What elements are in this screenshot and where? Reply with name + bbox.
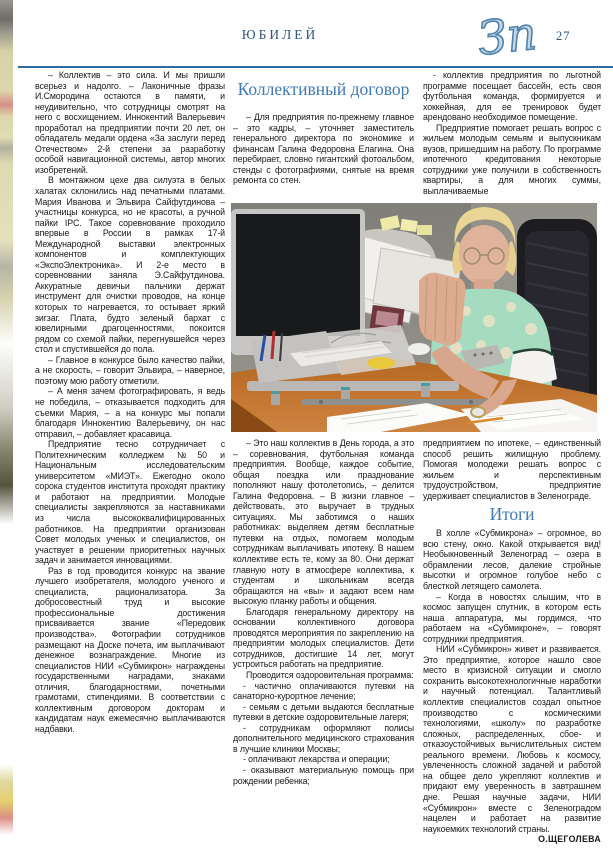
list-item: - сотрудникам оформляют полисы дополнительного медицинского страхования в лучшие клиники Москвы; xyxy=(233,722,414,754)
paragraph: – Это наш коллектив в День города, а это – соревнования, футбольная команда предприятия. Вообще, каждое событие, общая поездка или празднование пополняют нашу фотолетопись, – делится Галина Федоровна. – В жизни главное – действовать, это выручает в трудных ситуациях. Мы заботимся о наших работниках: выделяем детям бесплатные путевки на отдых, помогаем молодым сотрудникам выплачивать ипотеку. В нашем коллективе есть те, кому за 80. Они держат главную ноту в атмосфере коллектива, к студентам и школьникам всегда обращаются на «вы» и задают всем нам высокую планку работы и общения. xyxy=(233,438,414,607)
paragraph: – Когда в новостях слышим, что в космос запущен спутник, в котором есть наша аппаратура, мы гордимся, что работаем на «Субмикроне», – говорят сотрудники предприятия. xyxy=(423,591,601,644)
paragraph: В холле «Субмикрона» – огромное, во всю стену, окно. Какой открывается вид! Необыкновенный Зеленоград – озера в обрамлении лесов, далекие стройные высотки и огромное голубое небо с блесткой летящего самолета. xyxy=(423,528,601,592)
byline: О.ЩЕГОЛЕВА xyxy=(538,834,601,845)
paragraph: В монтажном цехе два силуэта в белых халатах склонились над печатными платами. Мария Иванова и Эльвира Сайфутдинова – участницы конкурса, но не красоты, а ручной пайки IPC. Такое соревнование проходило впервые в России в рамках 17-й Международной выставки электронных компонентов и комплектующих «ЭкспоЭлектроника». И 2-е место в соревновании заняла Э.Сайфутдинова. Аккуратные девичьи пальчики держат инструмент для очистки проводов, на конце которых то нагревается, то остывает яркий зигзаг. Плата, будто зеленый бархат с ювелирными драгоценностями, покоится рядом со схемой пайки, перегнувшейся через стол и спустившейся до пола. xyxy=(35,175,225,355)
paragraph: Проводится оздоровительная программа: xyxy=(246,670,414,681)
paragraph: предприятием по ипотеке, – единственный способ решить жилищную проблему. Помогая молодежи решать вопрос с жильем и перспективным трудоустройством, предприятие удерживает специалистов в Зеленограде. xyxy=(423,438,601,501)
list-item: - оплачивают лекарства и операции; xyxy=(243,754,390,765)
mouse xyxy=(408,343,430,355)
section-title: ЮБИЛЕЙ xyxy=(241,27,319,42)
middle-column-top xyxy=(233,112,414,186)
header-rule xyxy=(18,66,613,68)
list-item: - частично оплачиваются путевки на санаторно-курортное лечение; xyxy=(233,680,414,702)
paragraph: – А меня зачем фотографировать, я ведь не победила, – отказывается подходить для съемки Мария, – а на конкурс мы попали благодаря Иннокентию Валерьевичу, он нас отправил, – добавляет красавица. xyxy=(35,386,225,439)
middle-column-bottom xyxy=(233,438,414,786)
section-heading-collective-agreement: Коллективный договор xyxy=(237,79,410,99)
paragraph: – Главное в конкурсе было качество пайки, а не скорость, – говорит Эльвира, – наверное, поэтому мою работу отметили. xyxy=(35,354,225,386)
adjacent-page-photo-strip xyxy=(0,0,13,859)
paragraph: – Для предприятия по-прежнему главное – это кадры, – уточняет заместитель генерального директора по экономике и финансам Галина Федоровна Елагина. Она перебирает, словно гигантский фотоальбом, стенды с фотографиями, снятые на время ремонта со стен. xyxy=(233,112,414,186)
right-column-top xyxy=(423,70,601,197)
list-item: - коллектив предприятия по льготной программе посещает бассейн, есть своя футбольная команда, формируется и хоккейная, для ее тренировок будет арендовано необходимое помещение. xyxy=(423,70,601,123)
left-column xyxy=(35,70,225,734)
paragraph: Предприятие помогает решать вопрос с жильем молодым семьям и выпускникам вузов, пришедшим на работу. По программе ипотечного кредитования некоторые сотрудники уже получили в собственность квартиры, а для многих суммы, выплачиваемые xyxy=(423,122,601,197)
logo-text: Зп xyxy=(475,6,539,66)
paragraph: Раз в год проводится конкурс на звание лучшего изобретателя, молодого ученого и специалиста, рационализатора. За добросовестный труд и высокие профессиональные достижения присваивается звание «Передовик производства». Фотографии сотрудников размещают на Доске почета, им выплачивают денежное вознаграждение. Многие из специалистов НИИ «Субмикрон» награждены государственными наградами, знаками отличия, благодарностями, почетными грамотами, стипендиями. В соответствии с коллективным договором докторам и кандидатам наук ежемесячно выплачиваются надбавки. xyxy=(35,565,225,734)
right-column-bottom xyxy=(423,438,601,845)
paragraph: НИИ «Субмикрон» живет и развивается. Это предприятие, которое нашло свое место в кризисной ситуации и смогло сохранить высокотехнологичные наработки и научный потенциал. Талантливый коллектив специалистов создал опытное производство с космическими технологиями, «школу» по разработке сложных, распределенных, сбое- и отказоустойчивых вычислительных систем реального времени. Любовь к космосу, увлеченность сложной задачей и работой на общее дело укрепляют коллектив и придают ему уверенность в завтрашнем дне. Решая научные задачи, НИИ «Субмикрон» вместе с Зеленоградом нацелен и работает на развитие наукоемких технологий страны. xyxy=(423,644,601,834)
office-photo-illustration xyxy=(231,203,597,432)
page-number: 27 xyxy=(556,29,571,43)
list-item: - семьям с детьми выдаются бесплатные путевки в детские оздоровительные лагеря; xyxy=(233,701,414,723)
article-photo xyxy=(231,203,597,432)
paragraph: – Коллектив – это сила. И мы пришли всерьез и надолго. – Лаконичные фразы И.Смородина остаются в памяти, и неудивительно, что сотрудницы смотрят на него с восхищением. Иннокентий Валерьевич проработал на предприятии почти 20 лет, он обладатель медали ордена «За заслуги перед Отечеством» 2-й степени за разработку особой навигационной системы, автор многих изобретений. xyxy=(35,70,225,175)
list-item: - оказывают материальную помощь при рождении ребенка; xyxy=(233,764,414,786)
section-heading-itogi: Итоги xyxy=(489,504,535,525)
wristwatch xyxy=(471,407,485,417)
magazine-logo xyxy=(474,6,550,68)
paragraph: Предприятие тесно сотрудничает с Политехническим колледжем №50 и Национальным исследовательским университетом «МИЭТ». Ежегодно около сорока студентов института проходят практику и работают на предприятии. Молодые специалисты закрепляются за наставниками из числа высококвалифицированных работников. На предприятии организован Совет молодых ученых и специалистов, он участвует в решении приоритетных научных задач и занимается инновациями. xyxy=(35,439,225,566)
desk-rail xyxy=(301,399,491,405)
paragraph: Благодаря генеральному директору на основании коллективного договора проводятся мероприятия по закреплению на предприятии молодых специалистов. Дети сотрудников, достигшие 14 лет, могут устроиться работать на предприятие. xyxy=(233,606,414,670)
